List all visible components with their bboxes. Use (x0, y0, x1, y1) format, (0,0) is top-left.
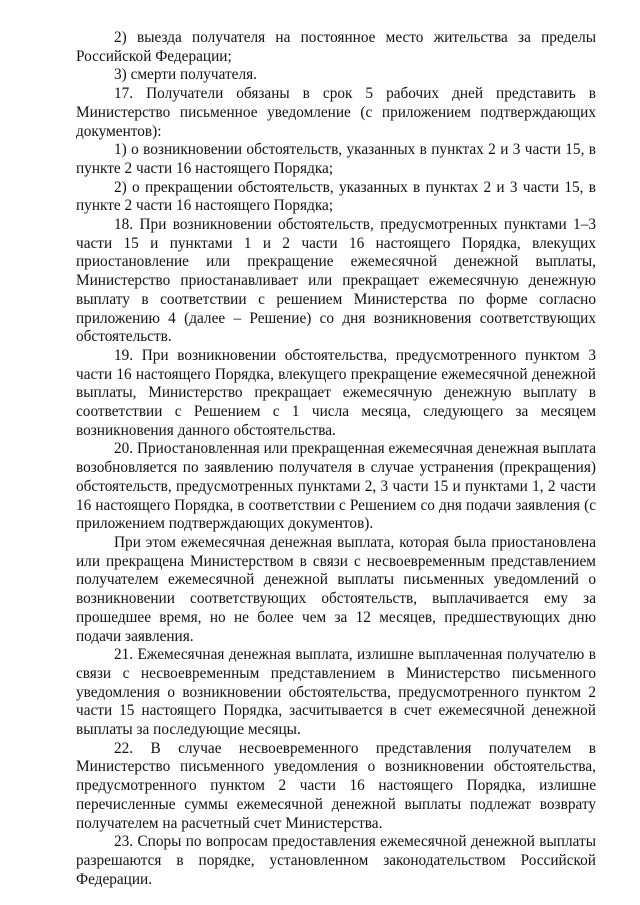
paragraph-16-3-death: 3) смерти получателя. (114, 66, 257, 84)
paragraph-16-2-departure: 2) выезда получателя на постоянное место жительства за пределы Российской Федерации; (76, 29, 596, 65)
document-page (76, 29, 596, 889)
paragraph-23-disputes: 23. Споры по вопросам предоставления ежемесячной денежной выплаты разрешаются в порядке, установленном законодательством Российской Федерации. (76, 833, 596, 888)
paragraph-17-1-occurrence: 1) о возникновении обстоятельств, указанных в пунктах 2 и 3 части 15, в пункте 2 части 16 настоящего Порядка; (76, 141, 596, 177)
paragraph-21-overpayment-offset: 21. Ежемесячная денежная выплата, излишне выплаченная получателю в связи с несвоевременным представлением в Министерство письменного уведомления о возникновении обстоятельства, предусмотренного пунктом 2 части 15 настоящего Порядка, засчитывается в счет ежемесячной денежной выплаты за последующие месяцы. (76, 646, 596, 739)
paragraph-22-refund: 22. В случае несвоевременного представления получателем в Министерство письменного уведомления о возникновении обстоятельства, предусмотренного пунктом 2 части 16 настоящего Порядка, излишне перечисленные суммы ежемесячной денежной выплаты подлежат возврату получателем на расчетный счет Министерства. (76, 739, 596, 832)
paragraph-20-retroactive-payment: При этом ежемесячная денежная выплата, которая была приостановлена или прекращена Министерством в связи с несвоевременным представлением получателем ежемесячной денежной выплаты письменных уведомлений о возникновении соответствующих обстоятельств, выплачивается ему за прошедшее время, но не более чем за 12 месяцев, предшествующих дню подачи заявления. (76, 533, 596, 645)
paragraph-18-suspension: 18. При возникновении обстоятельств, предусмотренных пунктами 1–3 части 15 и пунктами 1 и 2 части 16 настоящего Порядка, влекущих приостановление или прекращение ежемесячной денежной выплаты, Министерство приостанавливает или прекращает ежемесячную денежную выплату в соответствии с решением Министерства по форме согласно приложению 4 (далее – Решение) со дня возникновения соответствующих обстоятельств. (76, 216, 596, 346)
paragraph-17-2-termination: 2) о прекращении обстоятельств, указанных в пунктах 2 и 3 части 15, в пункте 2 части 16 настоящего Порядка; (76, 178, 596, 215)
paragraph-20-resumption: 20. Приостановленная или прекращенная ежемесячная денежная выплата возобновляется по заявлению получателя в случае устранения (прекращения) обстоятельств, предусмотренных пунктами 2, 3 части 15 и пунктами 1, 2 части 16 настоящего Порядка, в соответствии с Решением со дня подачи заявления (с приложением подтверждающих документов). (76, 440, 597, 533)
paragraph-19-termination: 19. При возникновении обстоятельства, предусмотренного пунктом 3 части 16 настоящего Порядка, влекущего прекращение ежемесячной денежной выплаты, Министерство прекращает ежемесячную денежную выплату в соответствии с Решением с 1 числа месяца, следующего за месяцем возникновения данного обстоятельства. (76, 346, 596, 439)
paragraph-17-notification: 17. Получатели обязаны в срок 5 рабочих дней представить в Министерство письменное уведомление (с приложением подтверждающих документов): (76, 85, 596, 140)
